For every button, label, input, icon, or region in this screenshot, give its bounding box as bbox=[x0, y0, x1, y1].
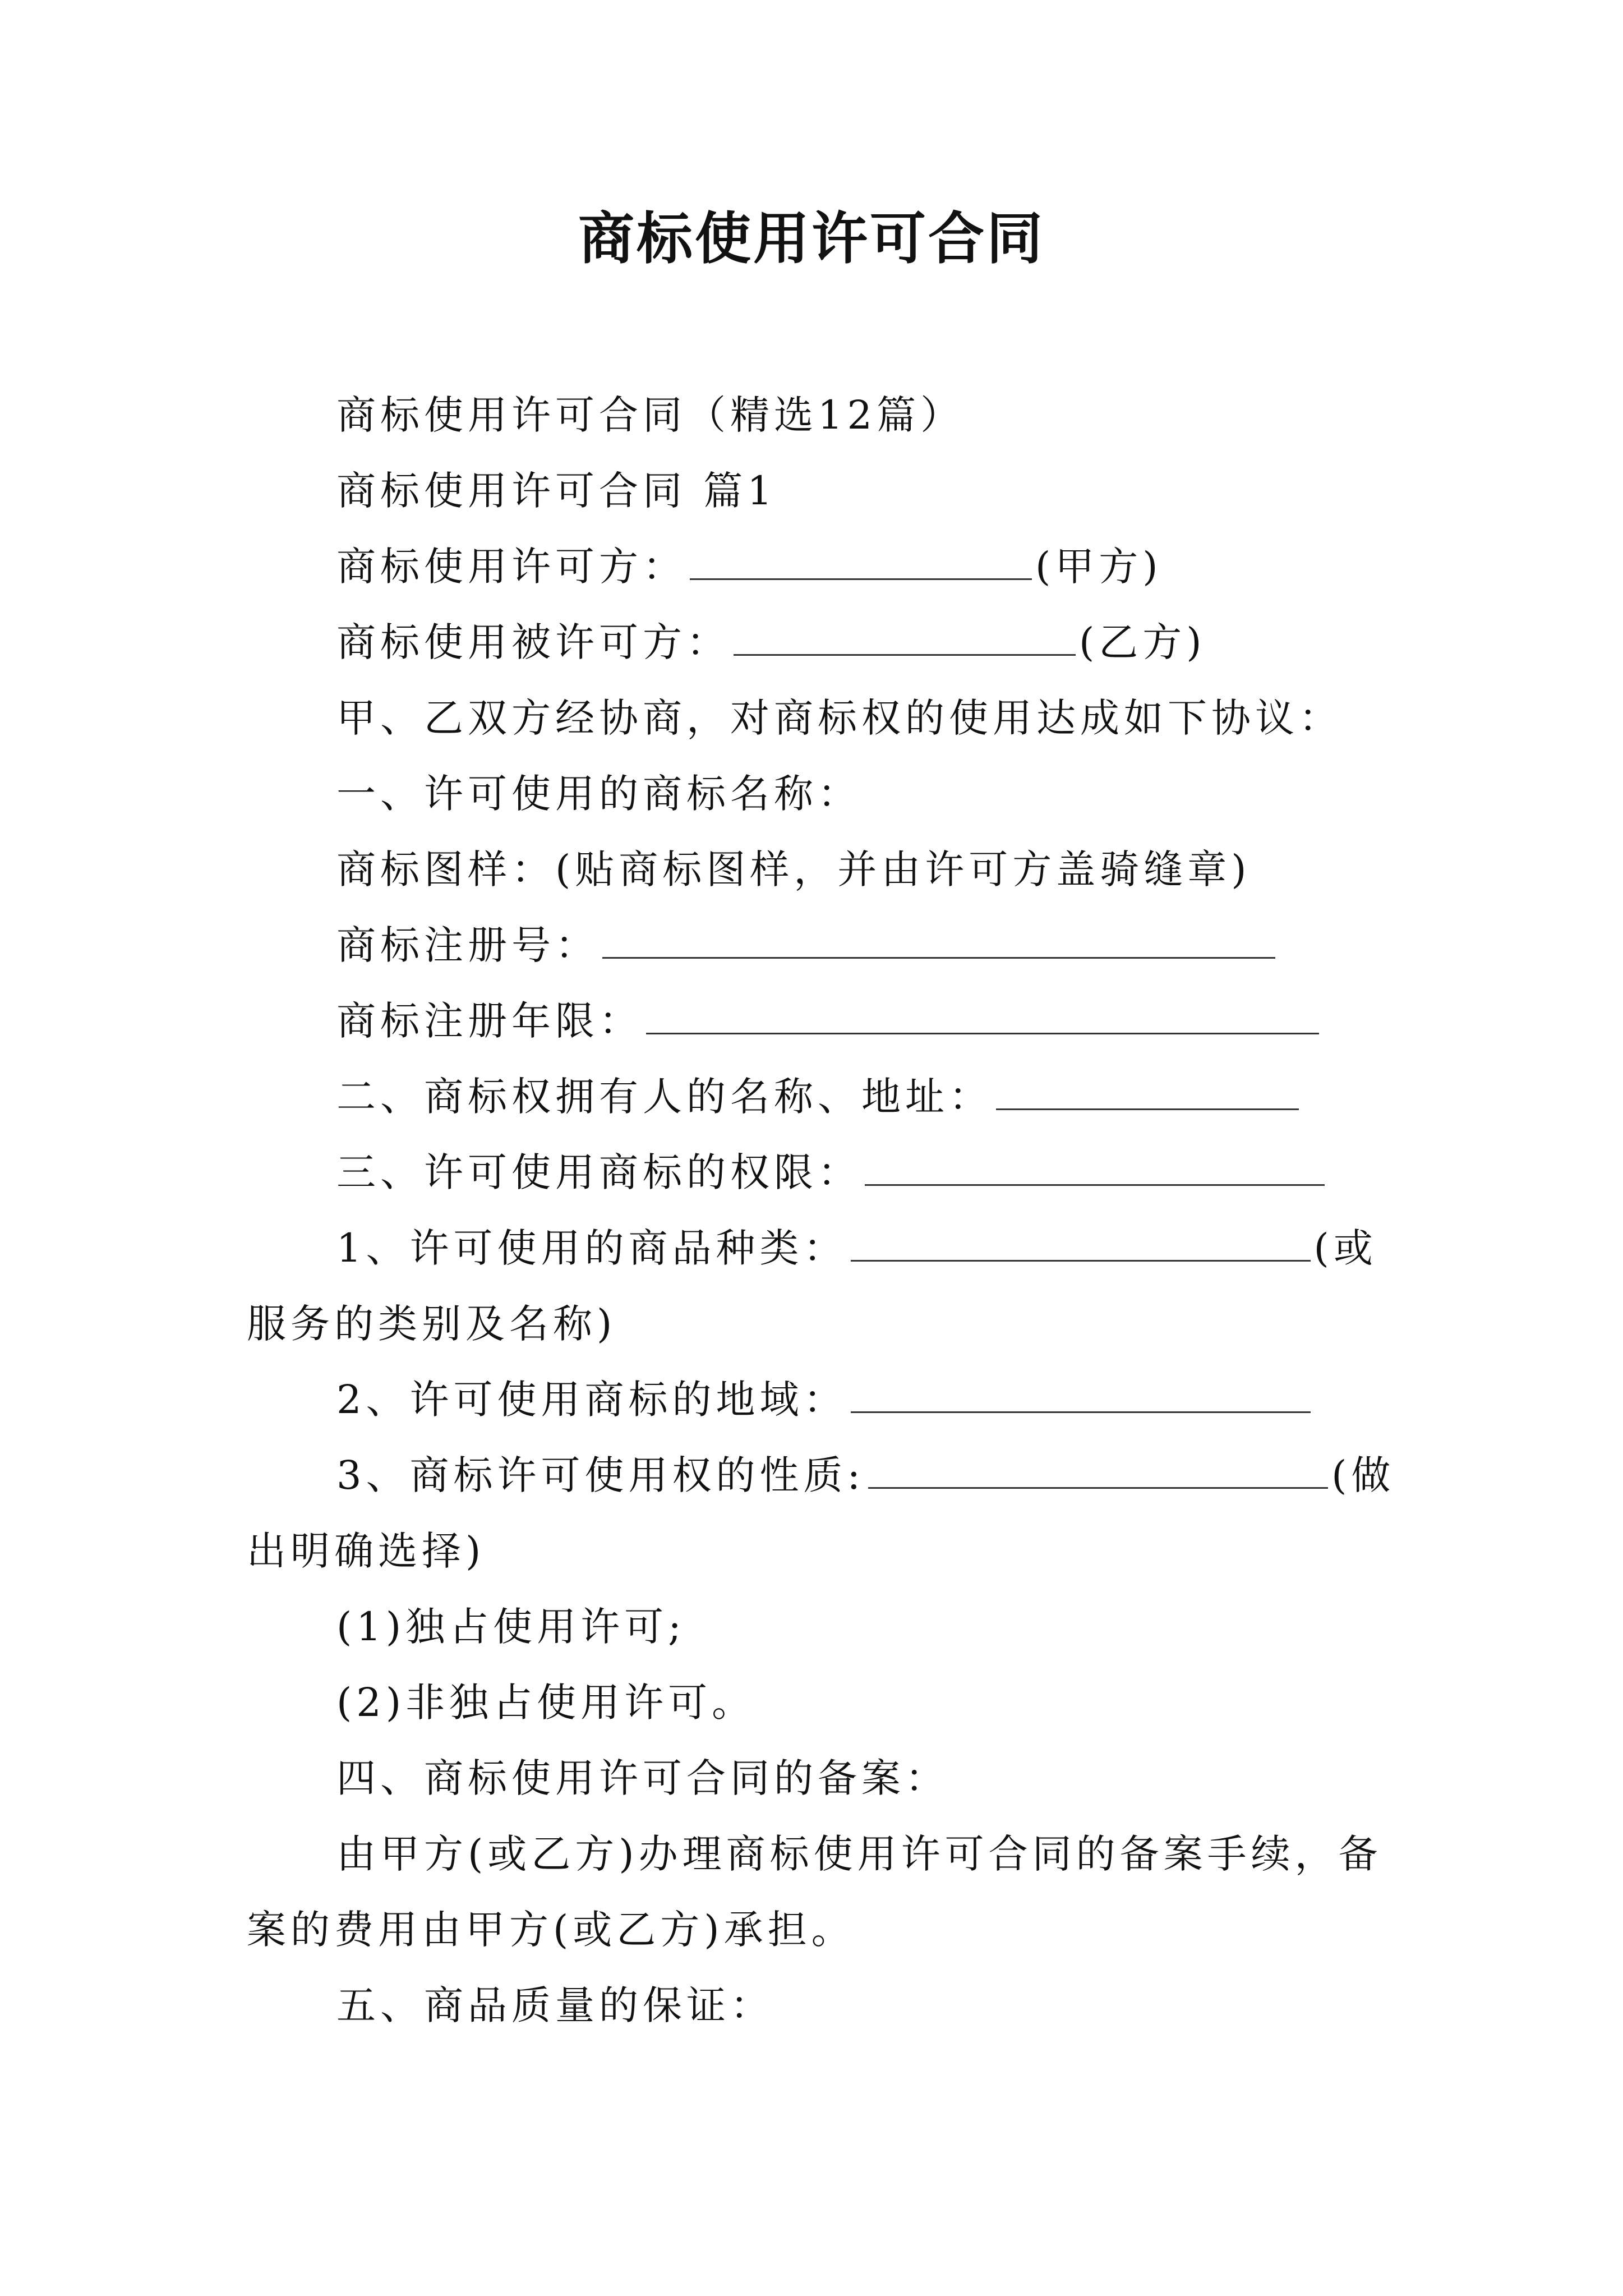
text-line bbox=[336, 539, 1163, 595]
text-line bbox=[336, 1826, 1382, 1882]
fill-blank[interactable] bbox=[868, 1448, 1328, 1489]
text: 二、商标权拥有人的名称、地址： bbox=[336, 1074, 993, 1120]
text: 商标使用许可方： bbox=[336, 544, 686, 590]
text-line bbox=[247, 1902, 855, 1958]
text-line bbox=[336, 690, 1343, 746]
fill-blank[interactable] bbox=[646, 993, 1319, 1034]
text: 出明确选择) bbox=[247, 1528, 486, 1574]
text: 商标使用许可合同（精选12篇） bbox=[336, 392, 965, 438]
text: 商标图样：(贴商标图样，并由许可方盖骑缝章) bbox=[336, 846, 1251, 892]
fill-blank[interactable] bbox=[602, 918, 1275, 959]
text: 3、商标许可使用权的性质: bbox=[336, 1452, 865, 1498]
text: (1)独占使用许可; bbox=[336, 1604, 686, 1650]
text: 商标使用许可合同 篇1 bbox=[336, 468, 777, 514]
text: (做 bbox=[1331, 1452, 1395, 1498]
text-line bbox=[336, 1977, 774, 2033]
text-line bbox=[336, 614, 1206, 670]
text: 由甲方(或乙方)办理商标使用许可合同的备案手续，备 bbox=[336, 1831, 1382, 1877]
text: 商标使用被许可方： bbox=[336, 619, 730, 665]
text: 2、许可使用商标的地域： bbox=[336, 1377, 847, 1423]
fill-blank[interactable] bbox=[734, 615, 1076, 656]
document-title: 商标使用许可合同 bbox=[578, 205, 1045, 272]
text: 商标注册年限： bbox=[336, 998, 643, 1044]
text: (2)非独占使用许可。 bbox=[336, 1680, 756, 1726]
text-line bbox=[336, 1372, 1314, 1428]
text-line bbox=[336, 1674, 755, 1731]
fill-blank[interactable] bbox=[865, 1145, 1325, 1186]
text-line bbox=[336, 993, 1322, 1049]
text-line bbox=[336, 1069, 1302, 1125]
text: 五、商品质量的保证： bbox=[336, 1982, 774, 2028]
text: 案的费用由甲方(或乙方)承担。 bbox=[247, 1907, 855, 1953]
text-line bbox=[336, 1599, 686, 1655]
fill-blank[interactable] bbox=[851, 1372, 1311, 1413]
text-line bbox=[336, 917, 1279, 973]
text-line bbox=[336, 766, 861, 822]
text-line bbox=[247, 1523, 485, 1579]
text: 商标注册号： bbox=[336, 922, 599, 968]
text-line bbox=[247, 1296, 616, 1352]
text: 服务的类别及名称) bbox=[247, 1301, 617, 1347]
text-line bbox=[336, 1750, 949, 1806]
text-line bbox=[336, 463, 777, 519]
text: 1、许可使用的商品种类： bbox=[336, 1225, 847, 1271]
text: 三、许可使用商标的权限： bbox=[336, 1149, 861, 1195]
text-line bbox=[336, 841, 1251, 898]
text: (甲方) bbox=[1035, 544, 1163, 590]
text: 甲、乙双方经协商，对商标权的使用达成如下协议： bbox=[336, 695, 1343, 741]
fill-blank[interactable] bbox=[851, 1221, 1311, 1262]
text: 四、商标使用许可合同的备案： bbox=[336, 1755, 949, 1801]
text-line bbox=[336, 1447, 1395, 1503]
text: (乙方) bbox=[1079, 619, 1206, 665]
text: (或 bbox=[1313, 1225, 1377, 1271]
text-line bbox=[336, 387, 964, 443]
text-line bbox=[336, 1220, 1377, 1276]
fill-blank[interactable] bbox=[690, 539, 1032, 580]
text-line bbox=[336, 1144, 1328, 1200]
text: 一、许可使用的商标名称： bbox=[336, 771, 861, 817]
fill-blank[interactable] bbox=[996, 1069, 1299, 1110]
